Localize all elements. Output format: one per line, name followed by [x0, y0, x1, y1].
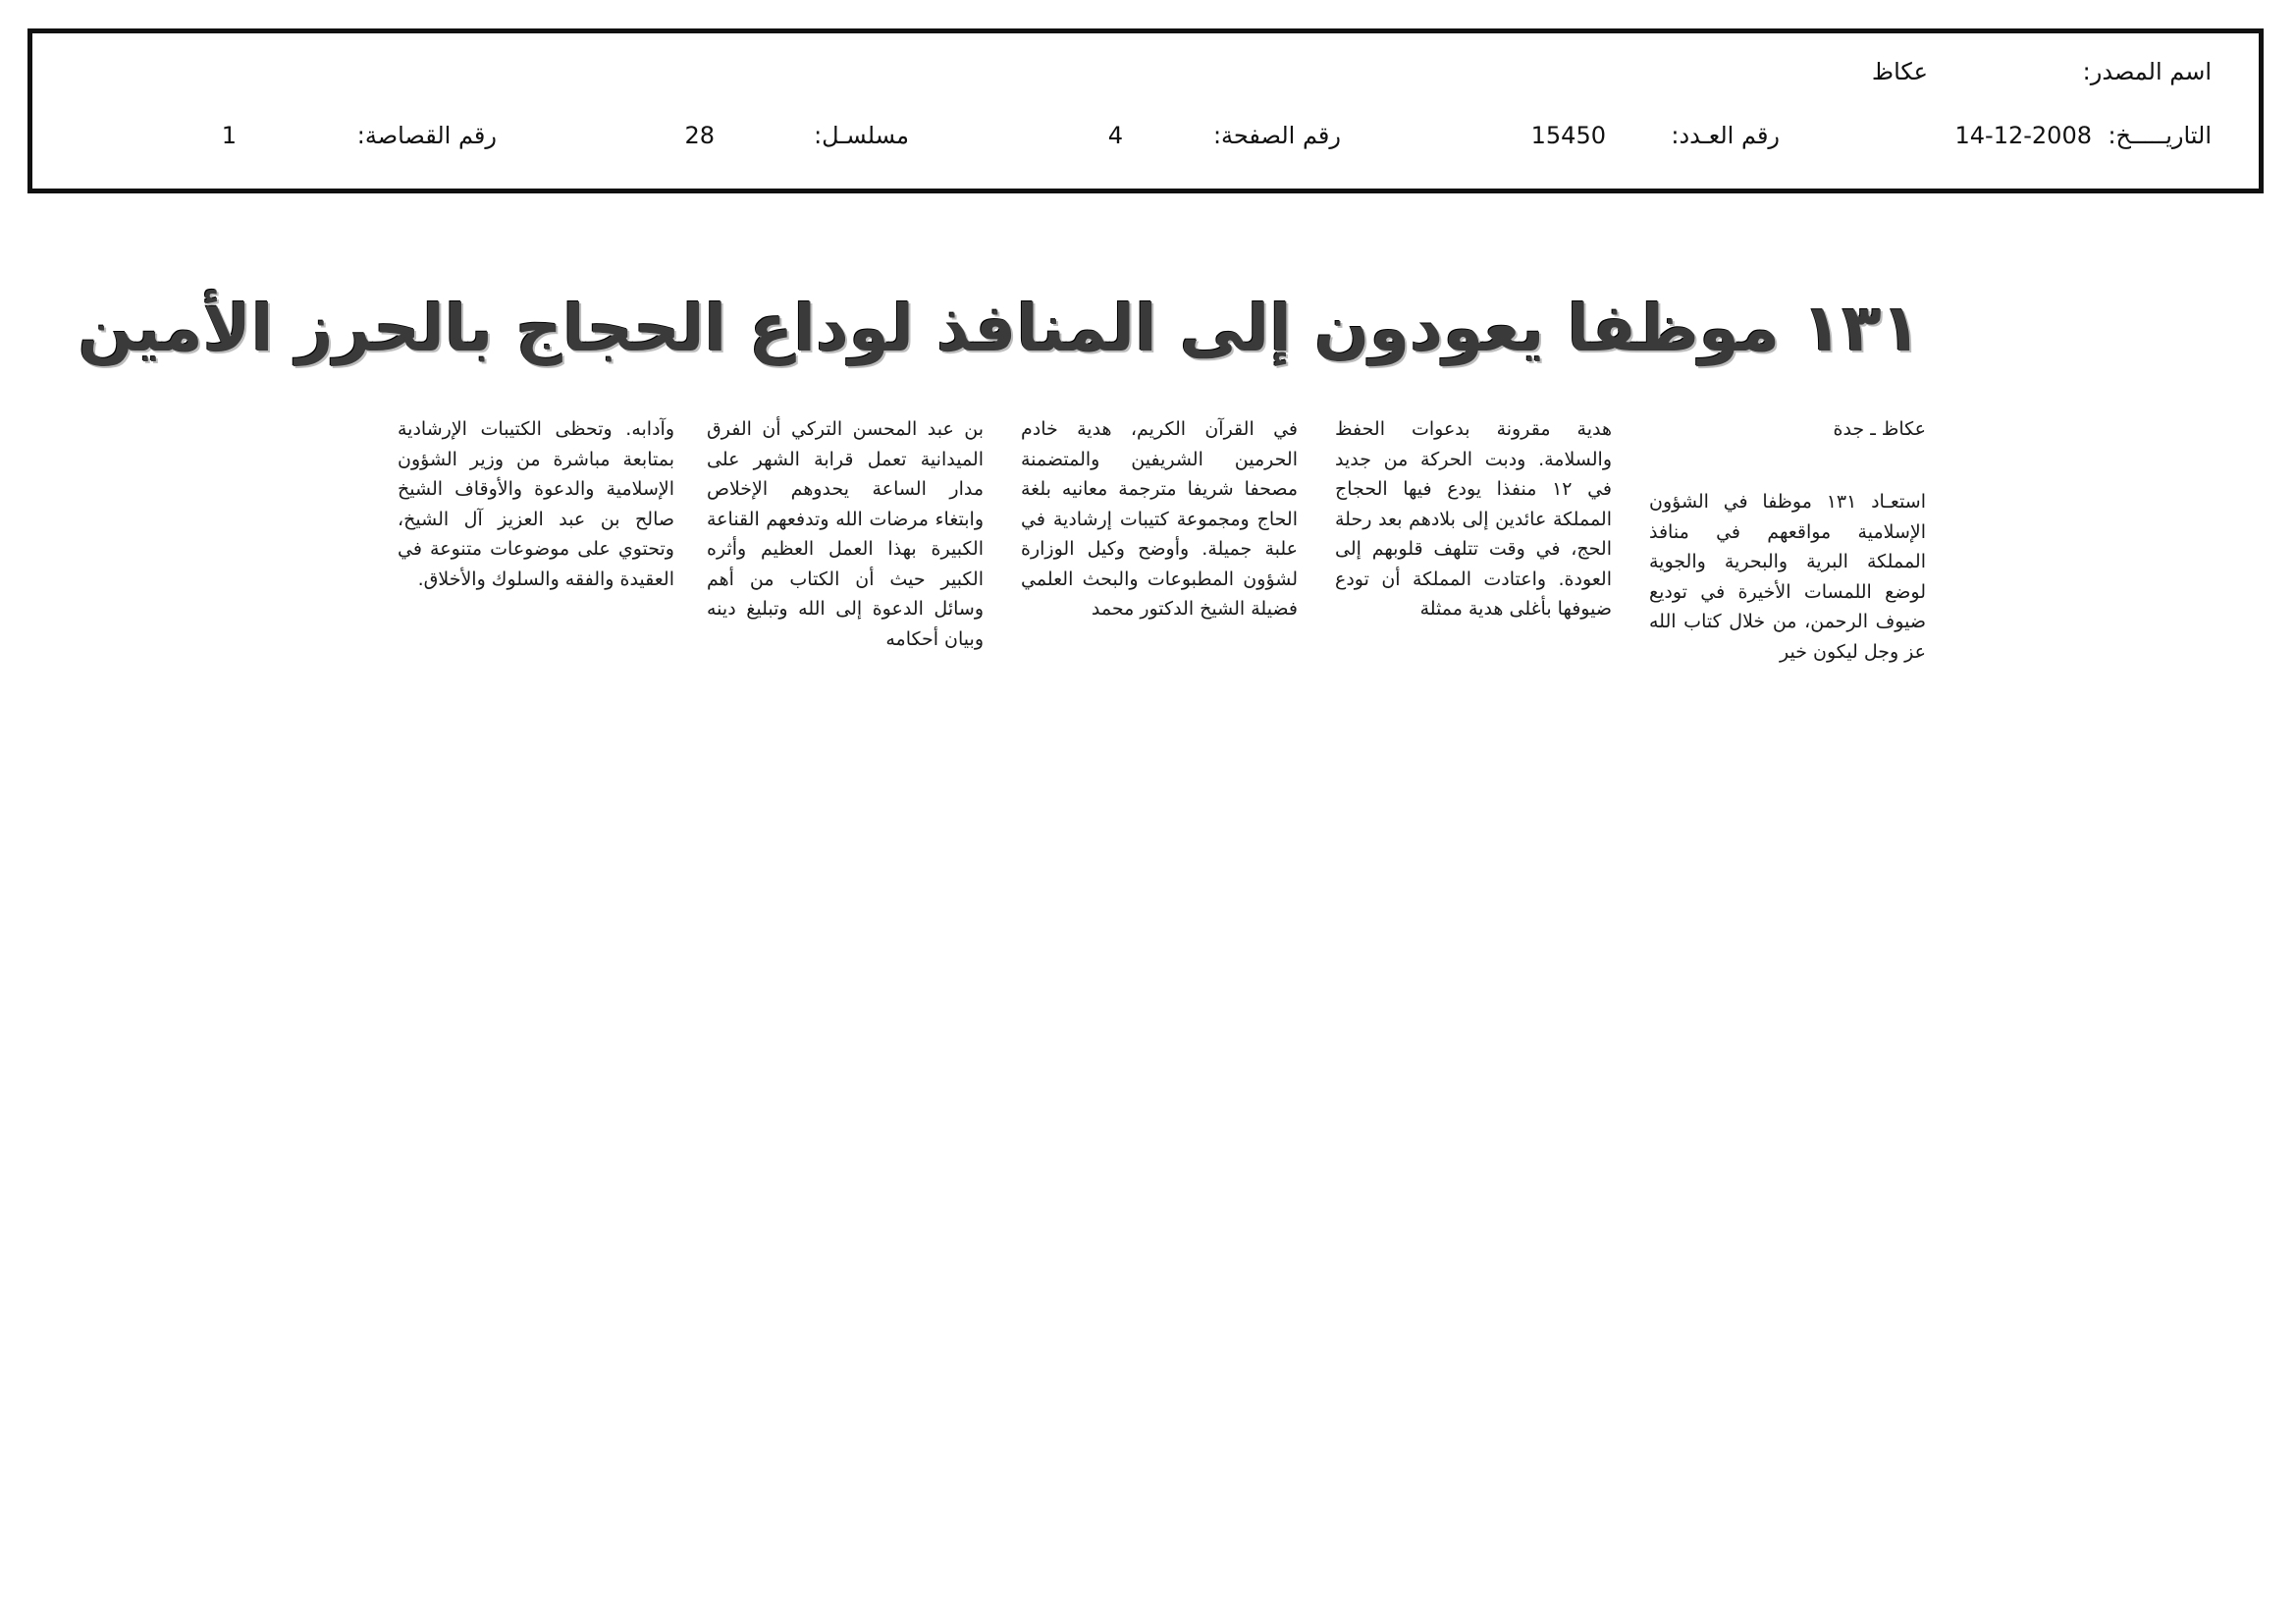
clipping-info-box [27, 28, 2264, 193]
serial-label: مسلسـل: [814, 122, 909, 149]
issue-value: 15450 [1530, 122, 1606, 149]
column-text: بن عبد المحسن التركي أن الفرق الميدانية تعمل قرابة الشهر على مدار الساعة يحدوهم الإخلاص وابتغاء مرضات الله وتدفعهم القناعة الكبيرة بهذا العمل العظيم وأثره الكبير حيث أن الكتاب من أهم وسائل الدعوة إلى الله وتبليغ دينه وبيان أحكامه [707, 418, 984, 650]
page-label: رقم الصفحة: [1212, 122, 1341, 149]
date-label: التاريـــــخ: [2108, 122, 2212, 149]
page-value: 4 [1107, 122, 1123, 149]
clip-label: رقم القصاصة: [356, 122, 497, 149]
column-text: هدية مقرونة بدعوات الحفظ والسلامة. ودبت الحركة من جديد في ١٢ منفذا يودع فيها الحجاج المملكة عائدين إلى بلادهم بعد رحلة الحج، في وقت تتلهف قلوبهم إلى العودة. واعتادت المملكة أن تودع ضيوفها بأغلى هدية ممثلة [1335, 418, 1612, 620]
date-value: 14-12-2008 [1954, 122, 2092, 149]
column-text: وآدابه. وتحظى الكتيبات الإرشادية بمتابعة مباشرة من وزير الشؤون الإسلامية والدعوة والأوقاف الشيخ صالح بن عبد العزيز آل الشيخ، وتحتوي على موضوعات متنوعة في العقيدة والفقه والسلوك والأخلاق. [398, 418, 674, 590]
article-column-3 [1021, 414, 1298, 624]
article-column-5 [398, 414, 674, 594]
article-headline: ١٣١ موظفا يعودون إلى المنافذ لوداع الحجاج بالحرز الأمين [78, 291, 1921, 366]
article-column-1 [1649, 414, 1926, 667]
column-text: في القرآن الكريم، هدية خادم الحرمين الشريفين والمتضمنة مصحفا شريفا مترجمة معانيه بلغة الحاج ومجموعة كتيبات إرشادية في علبة جميلة. وأوضح وكيل الوزارة لشؤون المطبوعات والبحث العلمي فضيلة الشيخ الدكتور محمد [1021, 418, 1298, 620]
column-text: استعـاد ١٣١ موظفا في الشؤون الإسلامية مواقعهم في منافذ المملكة البرية والبحرية والجوية لوضع اللمسات الأخيرة في توديع ضيوف الرحمن، من خلال كتاب الله عز وجل ليكون خير [1649, 491, 1926, 663]
article-column-4 [707, 414, 984, 654]
clip-value: 1 [221, 122, 237, 149]
article-byline: عكاظ ـ جدة [1833, 418, 1926, 440]
newspaper-clipping [78, 245, 1934, 756]
issue-label: رقم العـدد: [1671, 122, 1780, 149]
article-column-2 [1335, 414, 1612, 624]
source-value: عكاظ [1871, 58, 1928, 85]
source-label: اسم المصدر: [2082, 58, 2212, 85]
serial-value: 28 [684, 122, 715, 149]
